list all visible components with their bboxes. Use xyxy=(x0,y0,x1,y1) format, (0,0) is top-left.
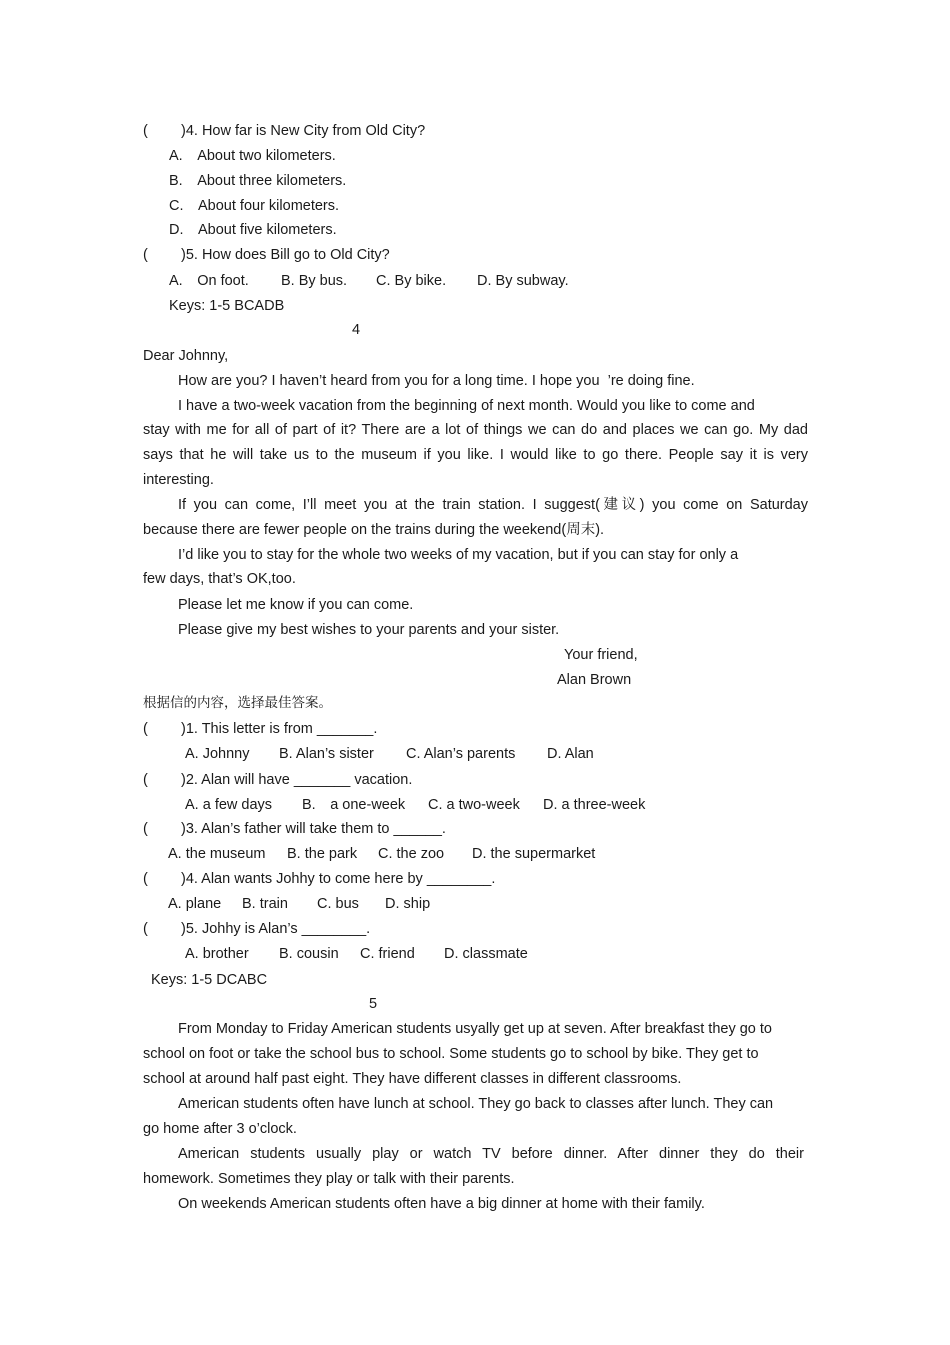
s4-q3-option-b: B. the park xyxy=(287,846,358,862)
s4-q1-option-a: A. Johnny xyxy=(185,746,250,762)
section4-number: 4 xyxy=(352,322,361,338)
s4-q1-option-b: B. Alan’s sister xyxy=(279,746,374,762)
q5-option-d: D. By subway. xyxy=(477,273,569,289)
s4-q2-option-b: B. a one-week xyxy=(302,797,406,813)
s5-paragraph-1-line: school at around half past eight. They have different classes in different classrooms. xyxy=(143,1071,682,1087)
q4-option-a: A. About two kilometers. xyxy=(169,148,336,164)
s4-q1-option-c: C. Alan’s parents xyxy=(406,746,516,762)
section4-keys: Keys: 1-5 DCABC xyxy=(151,972,268,988)
s4-q5-paren: ( xyxy=(143,921,148,937)
s4-q4-option-d: D. ship xyxy=(385,896,431,912)
q4-option-d: D. About five kilometers. xyxy=(169,222,337,238)
letter-paragraph-4-line: I’d like you to stay for the whole two weeks of my vacation, but if you can stay for only a xyxy=(178,547,739,563)
s5-paragraph-1-line: From Monday to Friday American students usyally get up at seven. After breakfast they go to xyxy=(178,1021,772,1037)
q5-option-a: A. On foot. xyxy=(169,273,249,289)
s4-q2-option-d: D. a three-week xyxy=(543,797,646,813)
q4-option-c: C. About four kilometers. xyxy=(169,198,340,214)
s4-q1-option-d: D. Alan xyxy=(547,746,594,762)
section3-keys: Keys: 1-5 BCADB xyxy=(169,298,285,314)
letter-paragraph-3-line: because there are fewer people on the trains during the weekend(周末). xyxy=(143,522,605,538)
letter-paragraph-3-line: If you can come, I’ll meet you at the train station. I suggest(建议) you come on Saturday xyxy=(178,497,808,513)
s4-q2-option-a: A. a few days xyxy=(185,797,273,813)
letter-paragraph-2-line: interesting. xyxy=(143,472,214,488)
s4-q5-option-a: A. brother xyxy=(185,946,249,962)
letter-salutation: Dear Johnny, xyxy=(143,348,229,364)
letter-paragraph-2-line: I have a two-week vacation from the beginning of next month. Would you like to come and xyxy=(178,398,755,414)
letter-paragraph-2-line: says that he will take us to the museum if you like. I would like to go there. People say it is very xyxy=(143,447,808,463)
q5-stem: )5. How does Bill go to Old City? xyxy=(181,247,390,263)
s4-q4-stem: )4. Alan wants Johhy to come here by ________. xyxy=(181,871,496,887)
s5-paragraph-3-line: American students usually play or watch TV before dinner. After dinner they do their xyxy=(178,1146,804,1162)
s4-q2-stem: )2. Alan will have _______ vacation. xyxy=(181,772,413,788)
section5-number: 5 xyxy=(369,996,378,1012)
s5-paragraph-3-line: homework. Sometimes they play or talk with their parents. xyxy=(143,1171,515,1187)
section4-instruction: 根据信的内容，选择最佳答案。 xyxy=(143,695,332,711)
letter-closing: Your friend, xyxy=(564,647,638,663)
s4-q3-option-a: A. the museum xyxy=(168,846,266,862)
letter-paragraph-5: Please let me know if you can come. xyxy=(178,597,414,613)
s4-q5-option-d: D. classmate xyxy=(444,946,528,962)
s4-q1-stem: )1. This letter is from _______. xyxy=(181,721,378,737)
s4-q2-paren: ( xyxy=(143,772,148,788)
s4-q4-option-c: C. bus xyxy=(317,896,359,912)
q4-paren: ( xyxy=(143,123,148,139)
letter-paragraph-6: Please give my best wishes to your parents and your sister. xyxy=(178,622,560,638)
s4-q1-paren: ( xyxy=(143,721,148,737)
s5-paragraph-4: On weekends American students often have a big dinner at home with their family. xyxy=(178,1196,705,1212)
s4-q5-option-c: C. friend xyxy=(360,946,415,962)
s4-q4-paren: ( xyxy=(143,871,148,887)
letter-paragraph-2-line: stay with me for all of part of it? There are a lot of things we can do and places we can go. My dad xyxy=(143,422,808,438)
s4-q5-option-b: B. cousin xyxy=(279,946,339,962)
s4-q4-option-a: A. plane xyxy=(168,896,222,912)
q5-paren: ( xyxy=(143,247,148,263)
letter-paragraph-4-line: few days, that’s OK,too. xyxy=(143,571,296,587)
s4-q3-stem: )3. Alan’s father will take them to ______. xyxy=(181,821,446,837)
q4-stem: )4. How far is New City from Old City? xyxy=(181,123,426,139)
s5-paragraph-1-line: school on foot or take the school bus to school. Some students go to school by bike. They get to xyxy=(143,1046,759,1062)
s4-q3-option-d: D. the supermarket xyxy=(472,846,596,862)
letter-signature: Alan Brown xyxy=(557,672,632,688)
s4-q3-paren: ( xyxy=(143,821,148,837)
s4-q3-option-c: C. the zoo xyxy=(378,846,445,862)
s5-paragraph-2-line: go home after 3 o’clock. xyxy=(143,1121,297,1137)
s4-q4-option-b: B. train xyxy=(242,896,288,912)
q4-option-b: B. About three kilometers. xyxy=(169,173,347,189)
s5-paragraph-2-line: American students often have lunch at school. They go back to classes after lunch. They can xyxy=(178,1096,774,1112)
letter-paragraph-1: How are you? I haven’t heard from you for a long time. I hope you ’re doing fine. xyxy=(178,373,695,389)
q5-option-c: C. By bike. xyxy=(376,273,447,289)
s4-q5-stem: )5. Johhy is Alan’s ________. xyxy=(181,921,371,937)
q5-option-b: B. By bus. xyxy=(281,273,348,289)
s4-q2-option-c: C. a two-week xyxy=(428,797,520,813)
